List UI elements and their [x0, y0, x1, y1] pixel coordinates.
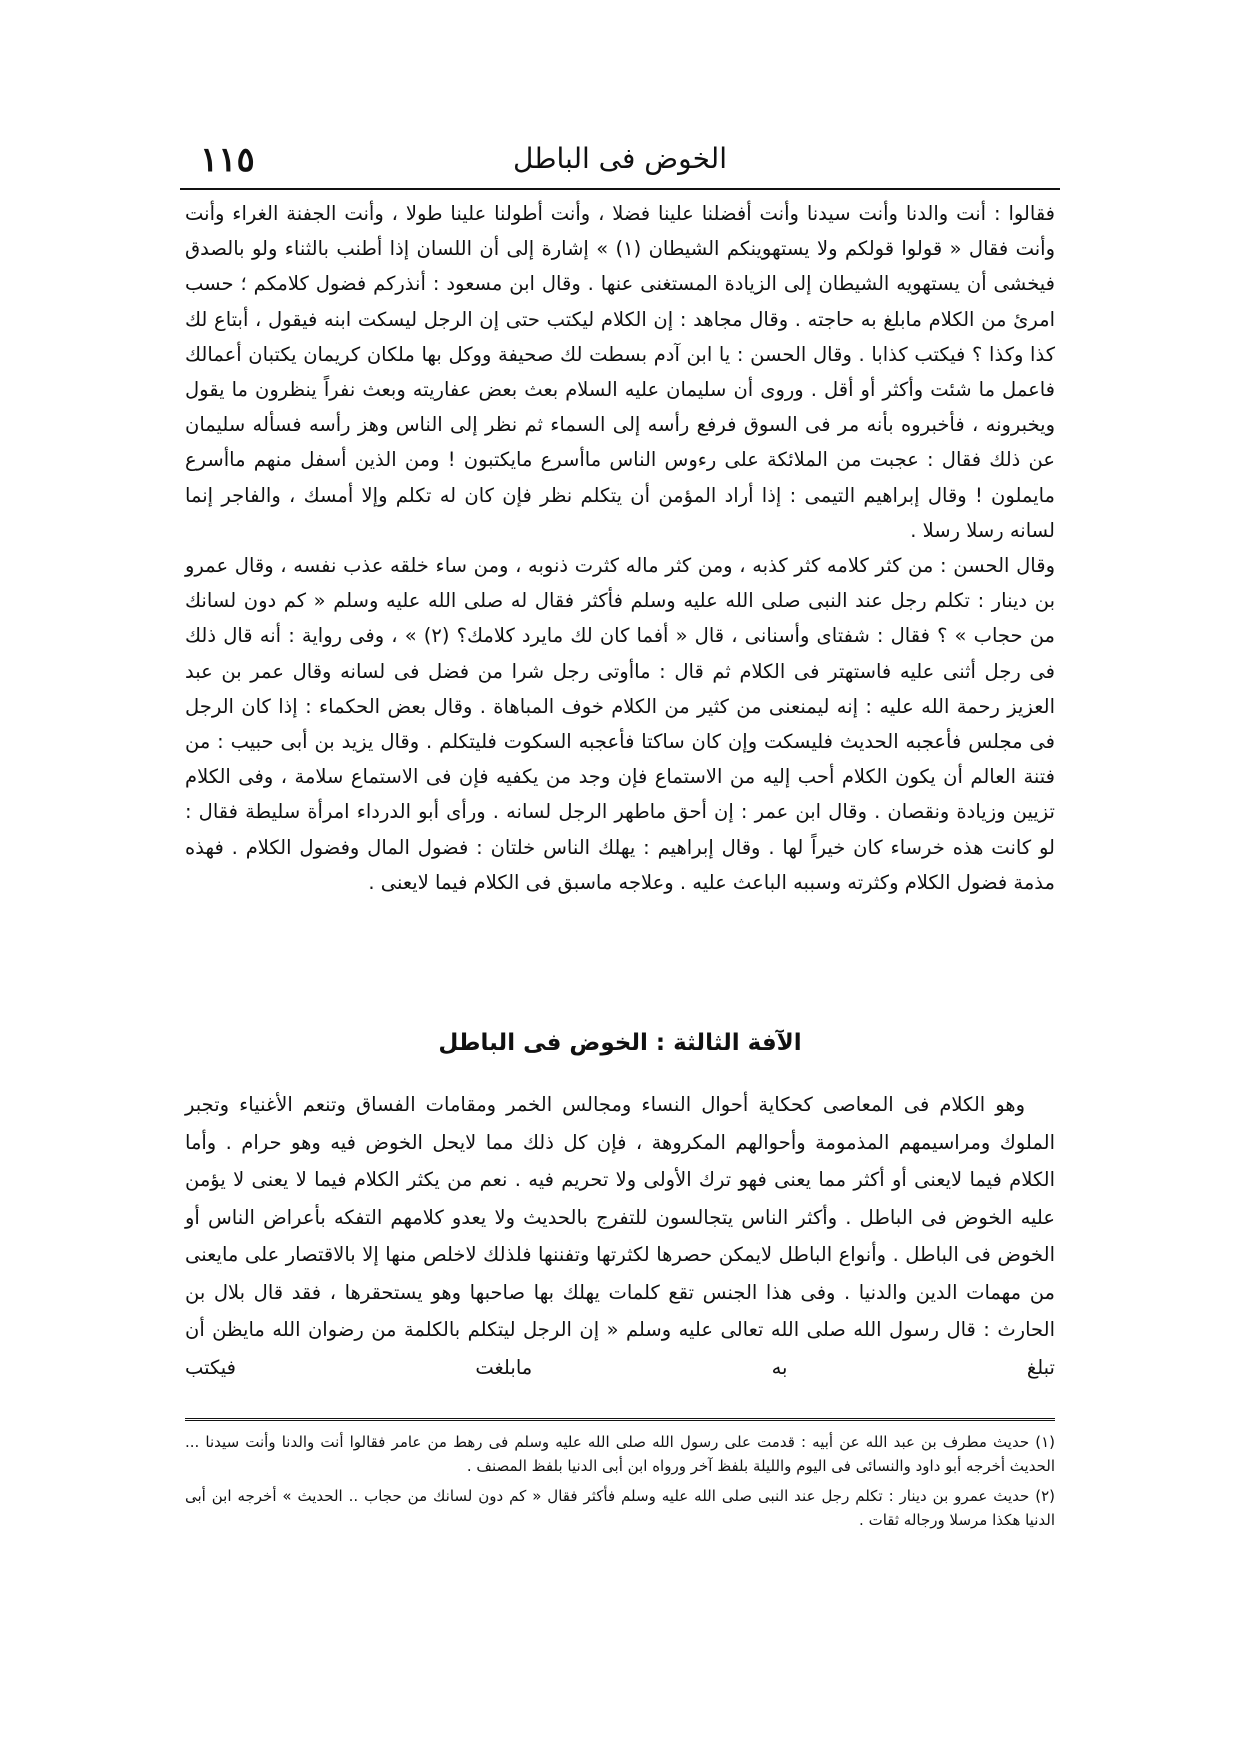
section-heading: الآفة الثالثة : الخوض فى الباطل: [438, 1030, 802, 1056]
section-text: [185, 1086, 1055, 1386]
paragraph: فقالوا : أنت والدنا وأنت سيدنا وأنت أفضلنا علينا فضلا ، وأنت أطولنا علينا طولا ، وأنت الجفنة الغراء وأنت وأنت فقال « قولوا قولكم ولا يستهوينكم الشيطان (١) » إشارة إلى أن اللسان إذا أطنب بالثناء ولو بالصدق فيخشى أن يستهويه الشيطان إلى الزيادة المستغنى عنها . وقال ابن مسعود : أنذركم فضول كلامكم ؛ حسب امرئ من الكلام مابلغ به حاجته . وقال مجاهد : إن الكلام ليكتب حتى إن الرجل ليسكت ابنه فيقول ، أبتاع لك كذا وكذا ؟ فيكتب كذابا . وقال الحسن : يا ابن آدم بسطت لك صحيفة ووكل بها ملكان كريمان يكتبان أعمالك فاعمل ما شئت وأكثر أو أقل . وروى أن سليمان عليه السلام بعث بعض عفاريته وبعث نفراً ينظرون ما يقول ويخبرونه ، فأخبروه بأنه مر فى السوق فرفع رأسه إلى السماء ثم نظر إلى الناس وهز رأسه فسأله سليمان عن ذلك فقال : عجبت من الملائكة على رءوس الناس ماأسرع مايكتبون ! ومن الذين أسفل منهم ماأسرع مايملون ! وقال إبراهيم التيمى : إذا أراد المؤمن أن يتكلم نظر فإن كان له تكلم وإلا أمسك ، والفاجر إنما لسانه رسلا رسلا .: [185, 202, 1055, 542]
paragraph: وهو الكلام فى المعاصى كحكاية أحوال النساء ومجالس الخمر ومقامات الفساق وتنعم الأغنياء وتجبر الملوك ومراسيمهم المذمومة وأحوالهم المكروهة ، فإن كل ذلك مما لايحل الخوض فيه وهو حرام . وأما الكلام فيما لايعنى أو أكثر مما يعنى فهو ترك الأولى ولا تحريم فيه . نعم من يكثر الكلام فيما لا يعنى لا يؤمن عليه الخوض فى الباطل . وأكثر الناس يتجالسون للتفرج بالحديث ولا يعدو كلامهم التفكه بأعراض الناس أو الخوض فى الباطل . وأنواع الباطل لايمكن حصرها لكثرتها وتفننها فلذلك لاخلص منها إلا بالاقتصار على مايعنى من مهمات الدين والدنيا . وفى هذا الجنس تقع كلمات يهلك بها صاحبها وهو يستحقرها ، فقد قال بلال بن الحارث : قال رسول الله صلى الله تعالى عليه وسلم « إن الرجل ليتكلم بالكلمة من رضوان الله مايظن أن تبلغ به مابلغت فيكتب: [185, 1093, 1055, 1379]
footnotes: [185, 1430, 1055, 1538]
header-rule: [180, 188, 1060, 190]
footnote: (١) حديث مطرف بن عبد الله عن أبيه : قدمت على رسول الله صلى الله عليه وسلم فى رهط من عامر فقالوا أنت والدنا وأنت سيدنا ... الحديث أخرجه أبو داود والنسائى فى اليوم والليلة بلفظ آخر ورواه ابن أبى الدنيا بلفظ المصنف .: [185, 1433, 1055, 1475]
main-text: [185, 196, 1055, 900]
page-number: ١١٥: [200, 140, 255, 180]
footnote: (٢) حديث عمرو بن دينار : تكلم رجل عند النبى صلى الله عليه وسلم فأكثر فقال « كم دون لسانك من حجاب .. الحديث » أخرجه ابن أبى الدنيا هكذا مرسلا ورجاله ثقات .: [185, 1487, 1055, 1529]
paragraph: وقال الحسن : من كثر كلامه كثر كذبه ، ومن كثر ماله كثرت ذنوبه ، ومن ساء خلقه عذب نفسه ، وقال عمرو بن دينار : تكلم رجل عند النبى صلى الله عليه وسلم فأكثر فقال له صلى الله عليه وسلم « كم دون لسانك من حجاب » ؟ فقال : شفتاى وأسنانى ، قال « أفما كان لك مايرد كلامك؟ (٢) » ، وفى رواية : أنه قال ذلك فى رجل أثنى عليه فاستهتر فى الكلام ثم قال : ماأوتى رجل شرا من فضل فى لسانه وقال عمر بن عبد العزيز رحمة الله عليه : إنه ليمنعنى من كثير من الكلام خوف المباهاة . وقال بعض الحكماء : إذا كان الرجل فى مجلس فأعجبه الحديث فليسكت وإن كان ساكتا فأعجبه السكوت فليتكلم . وقال يزيد بن أبى حبيب : من فتنة العالم أن يكون الكلام أحب إليه من الاستماع فإن وجد من يكفيه فإن فى الاستماع سلامة ، وفى الكلام تزيين وزيادة ونقصان . وقال ابن عمر : إن أحق ماطهر الرجل لسانه . ورأى أبو الدرداء امرأة سليطة فقال : لو كانت هذه خرساء كان خيراً لها . وقال إبراهيم : يهلك الناس خلتان : فضول المال وفضول الكلام . فهذه مذمة فضول الكلام وكثرته وسببه الباعث عليه . وعلاجه ماسبق فى الكلام فيما لايعنى .: [185, 554, 1055, 894]
page-header: [180, 138, 1060, 188]
running-title: الخوض فى الباطل: [512, 142, 727, 175]
footnote-rule: [185, 1418, 1055, 1421]
